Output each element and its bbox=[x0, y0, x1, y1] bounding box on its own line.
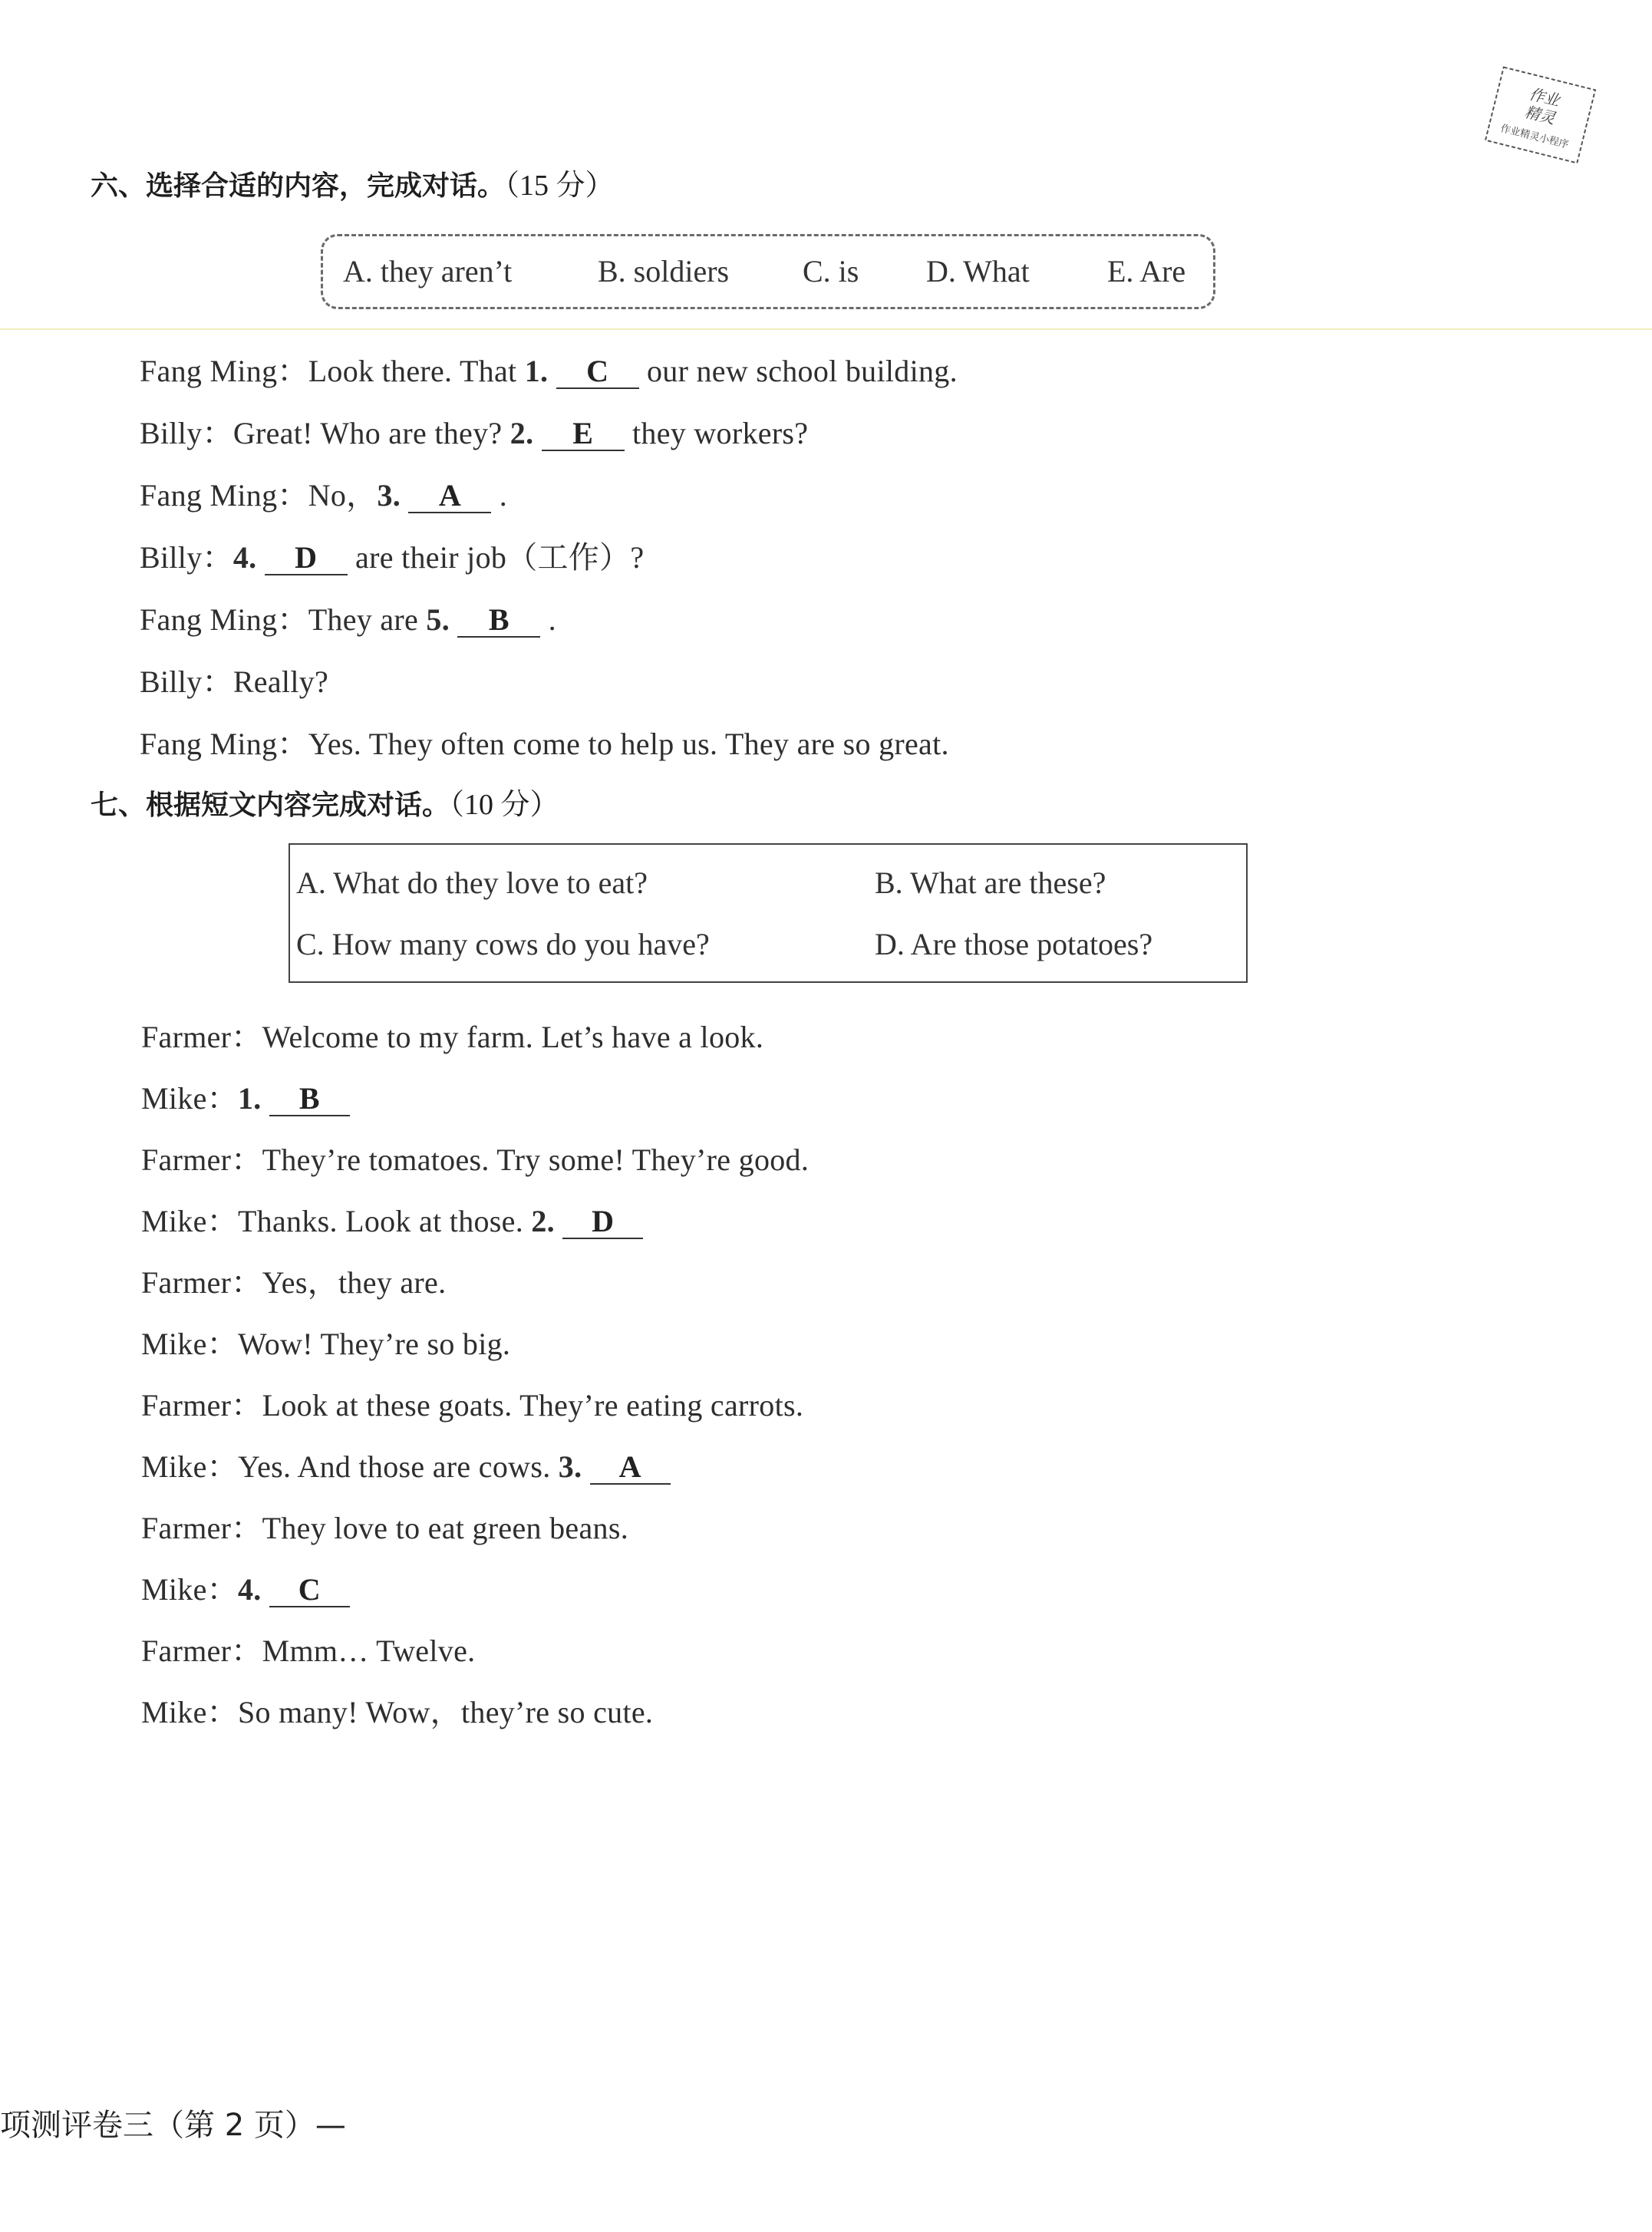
line-text: Look there. That bbox=[308, 354, 525, 388]
option-b: B. soldiers bbox=[598, 254, 730, 288]
dialogue-line bbox=[141, 1565, 350, 1609]
svg-text:作业精灵小程序: 作业精灵小程序 bbox=[1499, 123, 1570, 151]
line-text: Yes. And those are cows. bbox=[237, 1449, 559, 1484]
section-6-points: （15 分） bbox=[505, 170, 615, 202]
line-text: They love to eat green beans. bbox=[262, 1511, 629, 1545]
option-b: B. What are these? bbox=[875, 865, 1106, 900]
question-number: 4. bbox=[237, 1572, 262, 1607]
speaker-label: Farmer： bbox=[141, 1388, 262, 1423]
speaker-label: Fang Ming： bbox=[140, 727, 308, 761]
question-number: 2. bbox=[531, 1204, 555, 1238]
answer-blank: D bbox=[562, 1205, 643, 1239]
line-text: So many! Wow，they’re so cute. bbox=[237, 1695, 654, 1729]
dialogue-line bbox=[141, 1627, 475, 1670]
answer-blank: D bbox=[265, 542, 348, 575]
answer-blank: B bbox=[269, 1083, 350, 1116]
line-text: Wow! They’re so big. bbox=[237, 1327, 511, 1361]
speaker-label: Billy： bbox=[140, 416, 233, 450]
dialogue-line bbox=[140, 658, 328, 701]
section-7-title-text: 七、根据短文内容完成对话。 bbox=[91, 790, 450, 821]
dialogue-line bbox=[141, 1442, 671, 1486]
speaker-label: Mike： bbox=[141, 1081, 238, 1116]
speaker-label: Fang Ming： bbox=[140, 602, 308, 637]
line-text: No， bbox=[308, 478, 378, 513]
svg-text:作业: 作业 bbox=[1527, 84, 1562, 110]
dialogue-line bbox=[141, 1013, 763, 1057]
answer-blank: B bbox=[457, 604, 540, 638]
speaker-label: Mike： bbox=[141, 1204, 238, 1238]
question-number: 1. bbox=[524, 354, 549, 388]
line-text: Welcome to my farm. Let’s have a look. bbox=[262, 1020, 764, 1054]
section-6-title bbox=[91, 161, 615, 203]
line-text: They are bbox=[308, 602, 427, 637]
dialogue-line bbox=[140, 595, 556, 639]
dialogue-line bbox=[140, 533, 644, 577]
dialogue-line bbox=[141, 1504, 628, 1548]
section-7-option-box bbox=[289, 843, 1248, 983]
dialogue-line bbox=[140, 720, 949, 763]
speaker-label: Mike： bbox=[141, 1327, 238, 1361]
speaker-label: Fang Ming： bbox=[140, 478, 308, 513]
line-text: Great! Who are they? bbox=[232, 416, 510, 450]
speaker-label: Mike： bbox=[141, 1449, 238, 1484]
line-text: Mmm… Twelve. bbox=[262, 1634, 476, 1668]
fold-line bbox=[0, 328, 1652, 330]
option-d: D. Are those potatoes? bbox=[875, 927, 1153, 961]
dialogue-line bbox=[141, 1258, 446, 1302]
option-a: A. they aren’t bbox=[343, 254, 513, 288]
answer-blank: A bbox=[590, 1451, 671, 1485]
speaker-label: Mike： bbox=[141, 1572, 238, 1607]
answer-blank: A bbox=[408, 480, 491, 513]
dialogue-line bbox=[141, 1320, 510, 1363]
speaker-label: Farmer： bbox=[141, 1634, 262, 1668]
speaker-label: Billy： bbox=[140, 664, 233, 699]
speaker-label: Farmer： bbox=[141, 1142, 262, 1177]
option-a: A. What do they love to eat? bbox=[296, 865, 648, 900]
section-7-points: （10 分） bbox=[450, 789, 559, 821]
question-number: 3. bbox=[558, 1449, 582, 1484]
question-number: 2. bbox=[509, 416, 534, 450]
section-6-title-text: 六、选择合适的内容，完成对话。 bbox=[91, 170, 506, 202]
answer-blank: E bbox=[542, 417, 625, 451]
speaker-label: Farmer： bbox=[141, 1511, 262, 1545]
page-footer: 项测评卷三（第 2 页）— bbox=[0, 2108, 346, 2143]
line-text: Look at these goats. They’re eating carrots. bbox=[262, 1388, 804, 1423]
line-text: are their job（工作）? bbox=[347, 540, 645, 575]
speaker-label: Billy： bbox=[140, 540, 233, 575]
line-text: our new school building. bbox=[638, 354, 958, 388]
question-number: 1. bbox=[237, 1081, 262, 1116]
line-text: Thanks. Look at those. bbox=[237, 1204, 532, 1238]
svg-text:精灵: 精灵 bbox=[1522, 102, 1558, 128]
question-number: 3. bbox=[377, 478, 401, 513]
speaker-label: Farmer： bbox=[141, 1265, 262, 1300]
line-text: Yes. They often come to help us. They are so great. bbox=[308, 727, 949, 761]
line-text: Yes，they are. bbox=[262, 1265, 447, 1300]
answer-blank: C bbox=[556, 355, 639, 389]
line-text: . bbox=[540, 602, 556, 637]
line-text: they workers? bbox=[624, 416, 809, 450]
line-text: They’re tomatoes. Try some! They’re good. bbox=[262, 1142, 810, 1177]
dialogue-line bbox=[140, 409, 808, 453]
section-6-option-box bbox=[321, 234, 1215, 309]
dialogue-line bbox=[141, 1688, 653, 1732]
speaker-label: Fang Ming： bbox=[140, 354, 308, 388]
option-c: C. is bbox=[803, 254, 859, 288]
dialogue-line bbox=[140, 471, 507, 515]
option-c: C. How many cows do you have? bbox=[296, 927, 710, 961]
section-7-title bbox=[91, 780, 559, 823]
line-text: Really? bbox=[232, 664, 329, 699]
dialogue-line bbox=[141, 1197, 643, 1241]
line-text: . bbox=[491, 478, 508, 513]
dialogue-line bbox=[140, 347, 958, 391]
dialogue-line bbox=[141, 1074, 350, 1118]
option-d: D. What bbox=[926, 254, 1030, 288]
option-e: E. Are bbox=[1107, 254, 1186, 288]
answer-blank: C bbox=[269, 1574, 350, 1607]
dialogue-line bbox=[141, 1136, 809, 1179]
question-number: 4. bbox=[232, 540, 257, 575]
stamp-logo bbox=[1480, 61, 1601, 168]
question-number: 5. bbox=[426, 602, 450, 637]
speaker-label: Farmer： bbox=[141, 1020, 262, 1054]
speaker-label: Mike： bbox=[141, 1695, 238, 1729]
dialogue-line bbox=[141, 1381, 803, 1425]
